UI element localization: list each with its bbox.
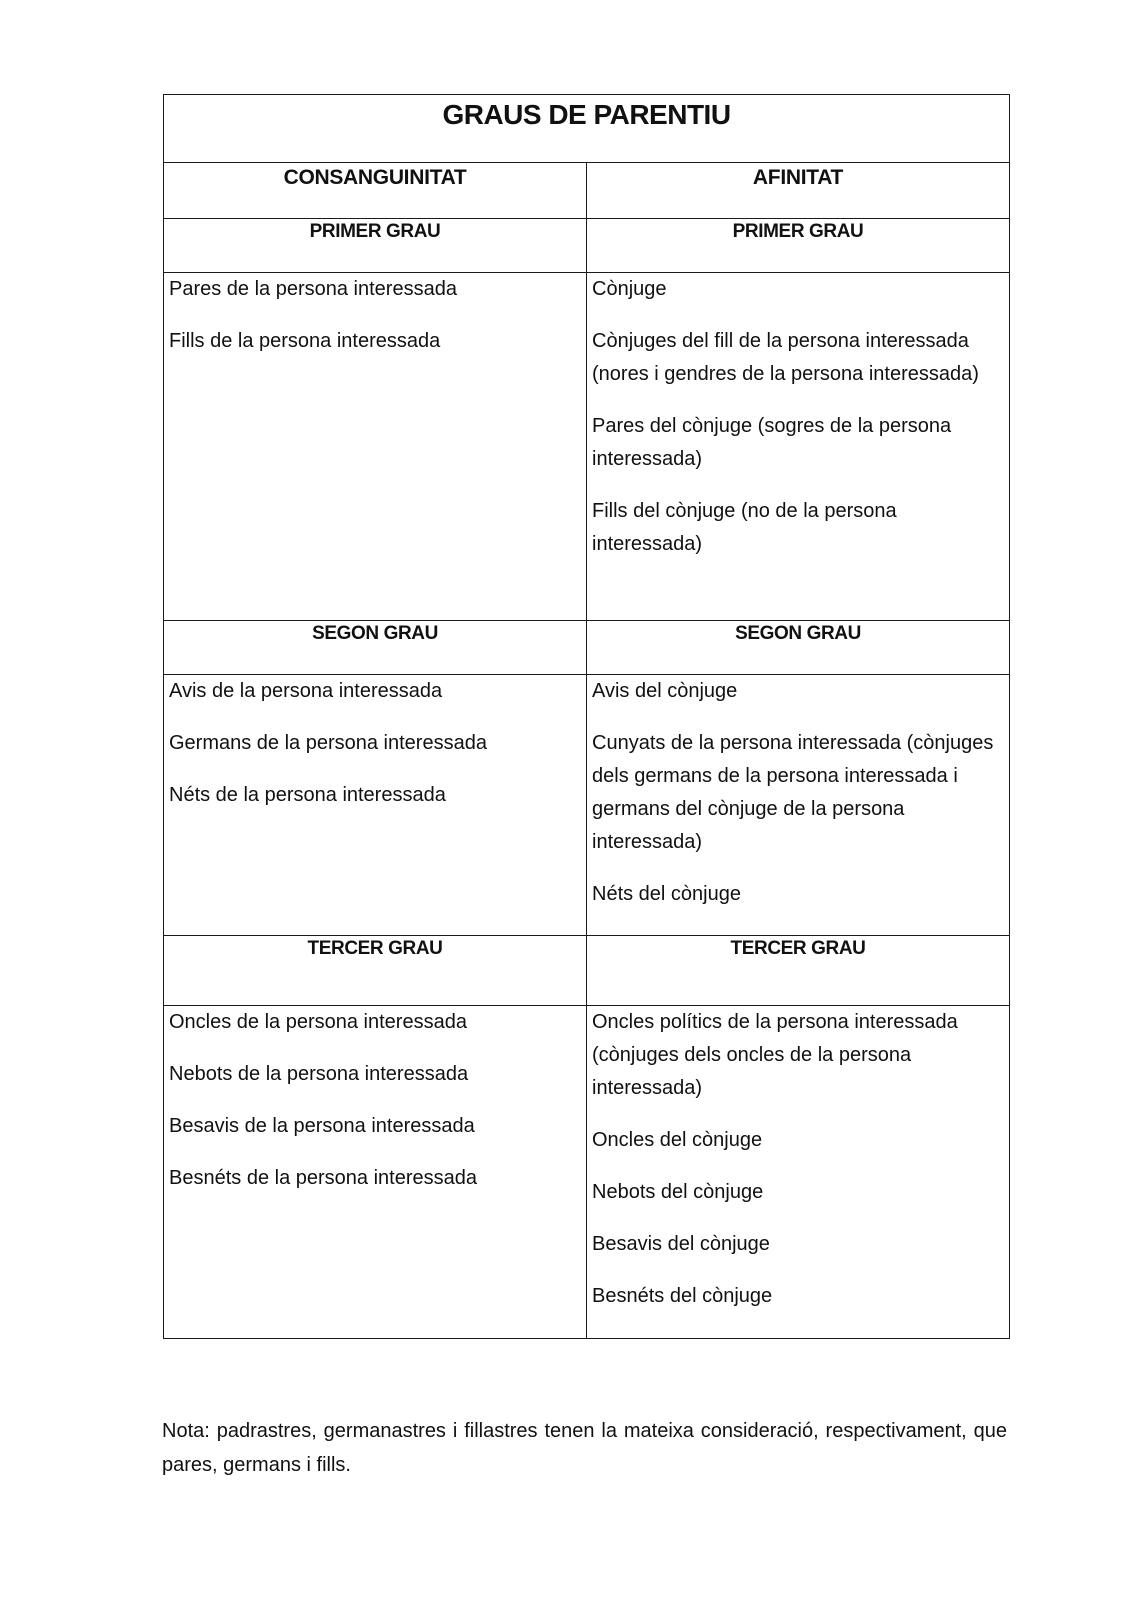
list-item: Cònjuge	[592, 278, 667, 300]
list-item: Besnéts de la persona interessada	[169, 1167, 477, 1189]
grade-heading-left-1: PRIMER GRAU	[164, 219, 587, 273]
grade-heading-left-2: SEGON GRAU	[164, 621, 587, 675]
grade-heading-right-1: PRIMER GRAU	[587, 219, 1010, 273]
afinitat-list-3	[587, 1006, 1010, 1339]
grade-heading-row-1	[164, 219, 1010, 273]
list-item: Besavis de la persona interessada	[169, 1115, 475, 1137]
footnote: Nota: padrastres, germanastres i fillastres tenen la mateixa consideració, respectivament, que pares, germans i fills.	[162, 1420, 1007, 1476]
list-item: Avis de la persona interessada	[169, 680, 443, 702]
list-item: Oncles del cònjuge	[592, 1129, 763, 1151]
list-item: Pares del cònjuge (sogres de la persona interessada)	[592, 415, 952, 470]
grade-heading-left-3: TERCER GRAU	[164, 936, 587, 1006]
grade-heading-right-2: SEGON GRAU	[587, 621, 1010, 675]
grade-items-row-2	[164, 675, 1010, 936]
grade-items-row-3	[164, 1006, 1010, 1339]
list-item: Fills del cònjuge (no de la persona interessada)	[592, 500, 897, 555]
column-header-afinitat: AFINITAT	[587, 163, 1010, 219]
column-header-row	[164, 163, 1010, 219]
list-item: Germans de la persona interessada	[169, 732, 487, 754]
consanguinitat-list-1	[164, 273, 587, 621]
grade-heading-row-3	[164, 936, 1010, 1006]
list-item: Besavis del cònjuge	[592, 1233, 770, 1255]
list-item: Oncles polítics de la persona interessada (cònjuges dels oncles de la persona interessada)	[592, 1011, 958, 1099]
list-item: Oncles de la persona interessada	[169, 1011, 467, 1033]
grade-items-row-1	[164, 273, 1010, 621]
list-item: Néts de la persona interessada	[169, 784, 446, 806]
list-item: Avis del cònjuge	[592, 680, 738, 702]
afinitat-list-1	[587, 273, 1010, 621]
consanguinitat-list-2	[164, 675, 587, 936]
grade-heading-right-3: TERCER GRAU	[587, 936, 1010, 1006]
list-item: Nebots de la persona interessada	[169, 1063, 469, 1085]
list-item: Pares de la persona interessada	[169, 278, 457, 300]
table-title: GRAUS DE PARENTIU	[164, 95, 1010, 163]
column-header-consanguinitat: CONSANGUINITAT	[164, 163, 587, 219]
list-item: Besnéts del cònjuge	[592, 1285, 773, 1307]
title-row	[164, 95, 1010, 163]
grade-heading-row-2	[164, 621, 1010, 675]
list-item: Cunyats de la persona interessada (cònjuges dels germans de la persona interessada i germans del cònjuge de la persona interessada)	[592, 732, 994, 853]
list-item: Fills de la persona interessada	[169, 330, 441, 352]
consanguinitat-list-3	[164, 1006, 587, 1339]
kinship-degrees-table	[163, 94, 1010, 1339]
list-item: Nebots del cònjuge	[592, 1181, 764, 1203]
afinitat-list-2	[587, 675, 1010, 936]
list-item: Néts del cònjuge	[592, 883, 741, 905]
list-item: Cònjuges del fill de la persona interessada (nores i gendres de la persona interessada)	[592, 330, 979, 385]
